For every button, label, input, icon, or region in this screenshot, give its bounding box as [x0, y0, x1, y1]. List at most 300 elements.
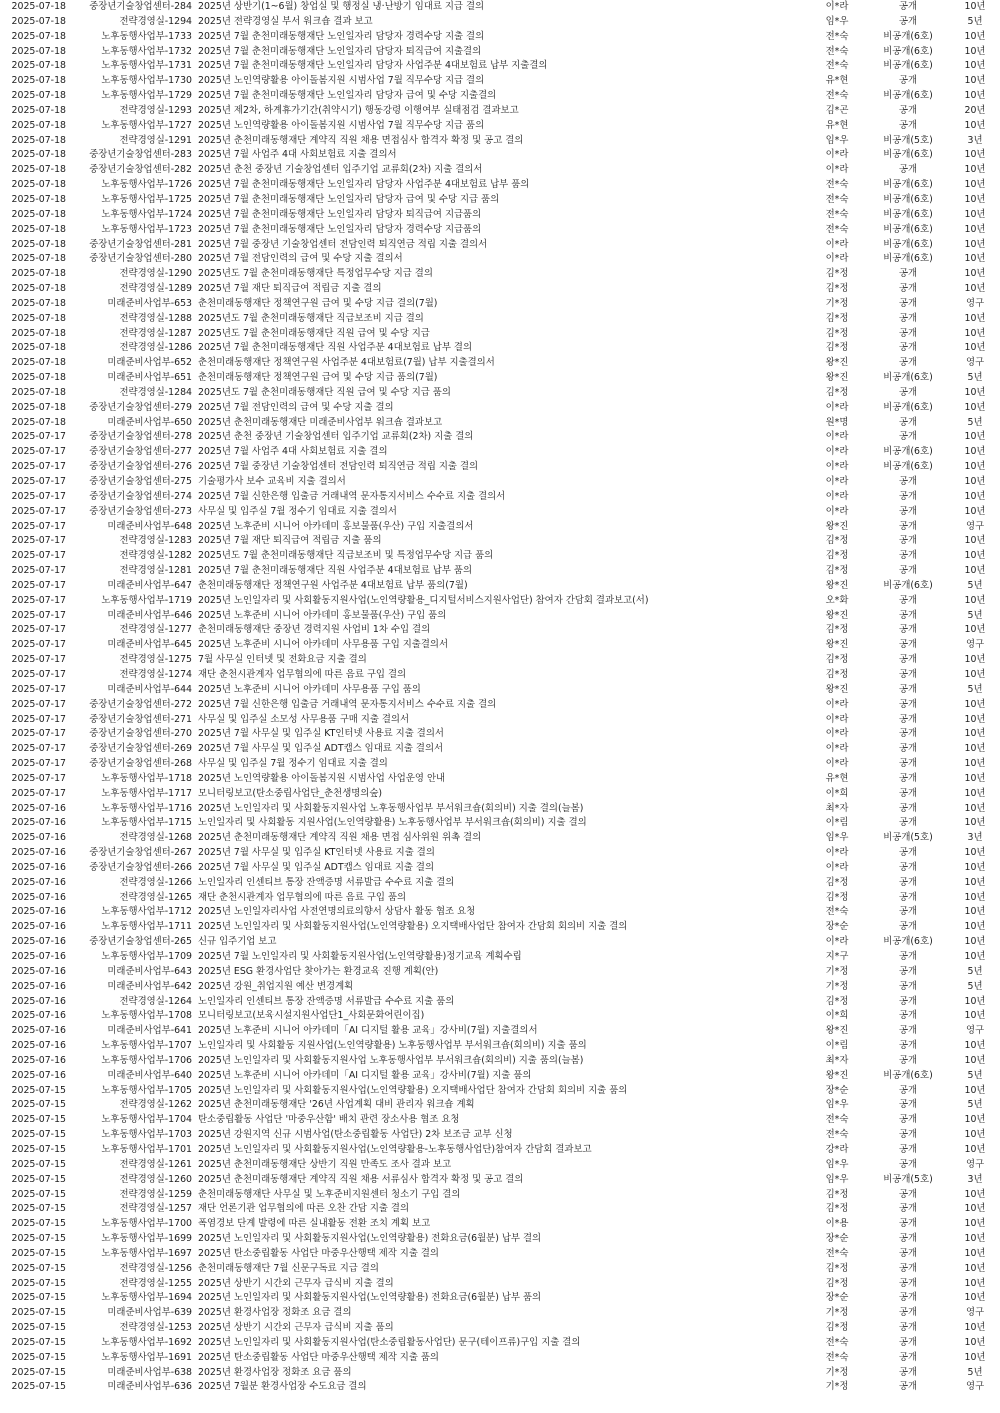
author-cell: 임*우: [825, 134, 849, 146]
title-cell: 2025년 7월 춘천미래동행재단 직원 사업주분 4대보험료 납부 품의: [198, 565, 473, 577]
doc-number-cell: 미래준비사업부-653: [107, 297, 192, 309]
date-cell: 2025-07-16: [11, 965, 66, 977]
disclosure-cell: 공개: [898, 312, 918, 324]
table-row[interactable]: [0, 638, 1000, 653]
table-row[interactable]: [0, 401, 1000, 416]
table-row[interactable]: [0, 505, 1000, 520]
author-cell: 왕*진: [825, 609, 849, 621]
retention-cell: 10년: [964, 164, 986, 176]
author-cell: 장*순: [825, 1084, 849, 1096]
retention-cell: 영구: [965, 1307, 985, 1319]
table-row[interactable]: [0, 460, 1000, 475]
date-cell: 2025-07-15: [11, 1307, 66, 1319]
author-cell: 김*정: [825, 342, 849, 354]
disclosure-cell: 비공개(6호): [883, 253, 933, 265]
table-row[interactable]: [0, 238, 1000, 253]
title-cell: 노인일자리 및 사회활동 지원사업(노인역량활용) 노후동행사업부 부서워크숍(회의비) 지출 결의: [198, 817, 587, 829]
doc-number-cell: 중장년기술창업센터-280: [89, 253, 192, 265]
disclosure-cell: 비공개(6호): [883, 193, 933, 205]
table-row[interactable]: [0, 430, 1000, 445]
title-cell: 2025년 환경사업장 정화조 요금 결의: [198, 1307, 352, 1319]
date-cell: 2025-07-16: [11, 1054, 66, 1066]
retention-cell: 10년: [964, 951, 986, 962]
table-row[interactable]: [0, 772, 1000, 787]
author-cell: 이*라: [825, 446, 849, 458]
doc-number-cell: 노후동행사업부-1699: [101, 1233, 192, 1245]
table-row[interactable]: [0, 920, 1000, 935]
title-cell: 춘천미래동행재단 정책연구원 급여 및 수당 지급 결의(7월): [198, 297, 438, 309]
author-cell: 전*숙: [825, 30, 849, 42]
author-cell: 왕*진: [825, 1069, 849, 1081]
table-row[interactable]: [0, 267, 1000, 282]
date-cell: 2025-07-16: [11, 802, 66, 814]
doc-number-cell: 전략경영실-1287: [119, 327, 192, 339]
date-cell: 2025-07-18: [11, 193, 66, 205]
table-row[interactable]: [0, 119, 1000, 134]
title-cell: 노인일자리 및 사회활동 지원사업(노인역량활용) 노후동행사업부 부서워크숍(회의비) 지출 품의: [198, 1040, 587, 1052]
retention-cell: 영구: [965, 297, 985, 309]
disclosure-cell: 공개: [898, 802, 918, 814]
table-row[interactable]: [0, 1143, 1000, 1158]
disclosure-cell: 비공개(6호): [883, 238, 933, 250]
table-row[interactable]: [0, 371, 1000, 386]
title-cell: 2025년 노인일자리 및 사회활동지원사업(노인역량활용) 오지택배사업단 참여자 간담회 회의비 지출 품의: [198, 1084, 628, 1096]
date-cell: 2025-07-15: [11, 1099, 66, 1111]
table-row[interactable]: [0, 683, 1000, 698]
table-row[interactable]: [0, 45, 1000, 60]
date-cell: 2025-07-15: [11, 1247, 66, 1259]
author-cell: 김*정: [825, 654, 849, 666]
title-cell: 노인일자리 인센티브 통장 잔액증명 서류발급 수수료 지출 품의: [198, 995, 455, 1007]
disclosure-cell: 공개: [898, 1218, 918, 1230]
date-cell: 2025-07-17: [11, 668, 66, 680]
doc-number-cell: 전략경영실-1264: [119, 995, 192, 1007]
table-row[interactable]: [0, 1232, 1000, 1247]
date-cell: 2025-07-17: [11, 609, 66, 621]
disclosure-cell: 공개: [898, 1084, 918, 1096]
table-row[interactable]: [0, 1098, 1000, 1113]
table-row[interactable]: [0, 341, 1000, 356]
table-row[interactable]: [0, 802, 1000, 817]
table-row[interactable]: [0, 312, 1000, 327]
disclosure-cell: 비공개(6호): [883, 579, 933, 591]
table-row[interactable]: [0, 1024, 1000, 1039]
table-row[interactable]: [0, 282, 1000, 297]
title-cell: 2025년 제2차, 하계휴가기간(취약시기) 행동강령 이행여부 실태점검 결과보고: [198, 104, 519, 116]
title-cell: 기술평가사 보수 교육비 지출 결의서: [198, 476, 346, 487]
author-cell: 이*라: [825, 743, 849, 755]
table-row[interactable]: [0, 1277, 1000, 1292]
retention-cell: 10년: [964, 401, 986, 413]
retention-cell: 영구: [965, 357, 985, 369]
date-cell: 2025-07-15: [11, 1158, 66, 1170]
doc-number-cell: 중장년기술창업센터-273: [89, 505, 192, 517]
author-cell: 김*정: [825, 327, 849, 339]
retention-cell: 10년: [964, 876, 986, 888]
disclosure-cell: 비공개(5호): [883, 134, 933, 146]
retention-cell: 10년: [964, 1188, 986, 1200]
title-cell: 2025년 노인일자리 및 사회활동지원사업(노인역량활용-노후동행사업단)참여자 간담회 결과보고: [198, 1143, 592, 1155]
date-cell: 2025-07-17: [11, 758, 66, 770]
date-cell: 2025-07-15: [11, 1188, 66, 1200]
title-cell: 2025년 7월 신한은행 입출금 거래내역 문자통지서비스 수수료 지출 결의: [198, 698, 497, 710]
doc-number-cell: 전략경영실-1284: [119, 386, 192, 398]
title-cell: 2025년 노인역량활용 아이돌봄지원 시범사업 사업운영 안내: [198, 772, 446, 784]
table-row[interactable]: [0, 876, 1000, 891]
table-row[interactable]: [0, 564, 1000, 579]
table-row[interactable]: [0, 668, 1000, 683]
retention-cell: 10년: [964, 1054, 986, 1066]
date-cell: 2025-07-18: [11, 208, 66, 220]
table-row[interactable]: [0, 861, 1000, 876]
doc-number-cell: 중장년기술창업센터-268: [89, 758, 192, 770]
doc-number-cell: 전략경영실-1290: [119, 268, 192, 280]
title-cell: 2025년 상반기 시간외 근무자 급식비 지출 품의: [198, 1322, 394, 1334]
doc-number-cell: 전략경영실-1293: [119, 104, 192, 116]
table-row[interactable]: [0, 386, 1000, 401]
table-row[interactable]: [0, 520, 1000, 535]
table-row[interactable]: [0, 163, 1000, 178]
table-row[interactable]: [0, 713, 1000, 728]
retention-cell: 10년: [964, 565, 986, 577]
author-cell: 강*라: [825, 1143, 849, 1155]
disclosure-cell: 공개: [898, 1, 918, 12]
retention-cell: 영구: [965, 639, 985, 651]
table-row[interactable]: [0, 1113, 1000, 1128]
author-cell: 최*자: [825, 1054, 849, 1066]
doc-number-cell: 전략경영실-1256: [119, 1262, 192, 1274]
disclosure-cell: 비공개(5호): [883, 1173, 933, 1185]
table-row[interactable]: [0, 1069, 1000, 1084]
table-row[interactable]: [0, 1262, 1000, 1277]
doc-number-cell: 노후동행사업부-1725: [101, 193, 192, 205]
doc-number-cell: 미래준비사업부-641: [107, 1025, 192, 1037]
author-cell: 이*라: [825, 431, 849, 443]
disclosure-cell: 공개: [898, 728, 918, 740]
doc-number-cell: 노후동행사업부-1729: [101, 90, 192, 102]
table-row[interactable]: [0, 742, 1000, 757]
doc-number-cell: 미래준비사업부-647: [107, 579, 192, 591]
title-cell: 2025년 노후준비 시니어 아카데미 홍보물품(우산) 구입 품의: [198, 609, 447, 621]
disclosure-cell: 공개: [898, 1054, 918, 1066]
disclosure-cell: 공개: [898, 1307, 918, 1319]
disclosure-cell: 비공개(6호): [883, 461, 933, 473]
table-row[interactable]: [0, 1202, 1000, 1217]
table-row[interactable]: [0, 698, 1000, 713]
author-cell: 전*숙: [825, 1129, 849, 1141]
date-cell: 2025-07-16: [11, 1040, 66, 1052]
disclosure-cell: 공개: [898, 327, 918, 339]
disclosure-cell: 공개: [898, 550, 918, 562]
title-cell: 2025년도 7월 춘천미래동행재단 특정업무수당 지급 결의: [198, 268, 433, 280]
author-cell: 김*정: [825, 1322, 849, 1334]
title-cell: 2025년 상반기(1~6월) 창업실 및 행정실 냉·난방기 임대료 지급 결의: [198, 1, 485, 12]
disclosure-cell: 공개: [898, 743, 918, 755]
table-row[interactable]: [0, 609, 1000, 624]
table-row[interactable]: [0, 297, 1000, 312]
retention-cell: 10년: [964, 1084, 986, 1096]
table-row[interactable]: [0, 1306, 1000, 1321]
disclosure-cell: 공개: [898, 698, 918, 710]
author-cell: 기*정: [825, 1381, 849, 1393]
table-row[interactable]: [0, 134, 1000, 149]
doc-number-cell: 중장년기술창업센터-284: [89, 1, 192, 12]
table-row[interactable]: [0, 74, 1000, 89]
author-cell: 김*정: [825, 535, 849, 547]
table-row[interactable]: [0, 356, 1000, 371]
table-row[interactable]: [0, 816, 1000, 831]
date-cell: 2025-07-16: [11, 906, 66, 918]
table-row[interactable]: [0, 831, 1000, 846]
table-row[interactable]: [0, 148, 1000, 163]
title-cell: 춘천미래동행재단 7월 신문구독료 지급 결의: [198, 1262, 379, 1274]
retention-cell: 10년: [964, 1262, 986, 1274]
retention-cell: 10년: [964, 1322, 986, 1334]
disclosure-cell: 공개: [898, 1292, 918, 1304]
author-cell: 이*라: [825, 713, 849, 725]
table-row[interactable]: [0, 15, 1000, 30]
retention-cell: 10년: [964, 787, 986, 799]
table-row[interactable]: [0, 1291, 1000, 1306]
doc-number-cell: 전략경영실-1288: [119, 312, 192, 324]
date-cell: 2025-07-16: [11, 1010, 66, 1022]
disclosure-cell: 공개: [898, 1188, 918, 1200]
retention-cell: 10년: [964, 728, 986, 740]
title-cell: 2025년도 7월 춘천미래동행재단 직급보조비 지급 결의: [198, 312, 424, 324]
retention-cell: 10년: [964, 1010, 986, 1022]
table-row[interactable]: [0, 1054, 1000, 1069]
retention-cell: 10년: [964, 668, 986, 680]
doc-number-cell: 중장년기술창업센터-276: [89, 461, 192, 473]
disclosure-cell: 공개: [898, 891, 918, 903]
date-cell: 2025-07-18: [11, 297, 66, 309]
retention-cell: 10년: [964, 1233, 986, 1245]
date-cell: 2025-07-16: [11, 980, 66, 992]
table-row[interactable]: [0, 1217, 1000, 1232]
date-cell: 2025-07-15: [11, 1262, 66, 1274]
date-cell: 2025-07-17: [11, 520, 66, 532]
table-row[interactable]: [0, 1366, 1000, 1381]
date-cell: 2025-07-15: [11, 1292, 66, 1304]
table-row[interactable]: [0, 1336, 1000, 1351]
date-cell: 2025-07-18: [11, 253, 66, 265]
disclosure-cell: 비공개(6호): [883, 30, 933, 42]
author-cell: 이*라: [825, 476, 849, 487]
retention-cell: 영구: [965, 1025, 985, 1037]
title-cell: 2025년 탄소중립활동 사업단 마중우산행택 제작 지출 결의: [198, 1247, 439, 1259]
date-cell: 2025-07-18: [11, 15, 66, 27]
table-row[interactable]: [0, 935, 1000, 950]
table-row[interactable]: [0, 995, 1000, 1010]
title-cell: 재단 춘천시관계자 업무협의에 따른 음료 구입 결의: [198, 668, 407, 680]
author-cell: 이*라: [825, 401, 849, 413]
doc-number-cell: 중장년기술창업센터-272: [89, 698, 192, 710]
table-row[interactable]: [0, 549, 1000, 564]
author-cell: 김*정: [825, 550, 849, 562]
table-row[interactable]: [0, 1321, 1000, 1336]
table-row[interactable]: [0, 846, 1000, 861]
table-row[interactable]: [0, 475, 1000, 490]
retention-cell: 10년: [964, 535, 986, 547]
table-row[interactable]: [0, 89, 1000, 104]
table-row[interactable]: [0, 30, 1000, 45]
table-row[interactable]: [0, 1128, 1000, 1143]
title-cell: 2025년 7월 사무실 및 입주실 KT인터넷 사용료 지출 결의서: [198, 728, 444, 740]
title-cell: 2025년 7월 춘천미래동행재단 노인일자리 담당자 급여 및 수당 지급 품의: [198, 193, 500, 205]
disclosure-cell: 비공개(6호): [883, 401, 933, 413]
retention-cell: 10년: [964, 490, 986, 502]
retention-cell: 10년: [964, 312, 986, 324]
title-cell: 춘천미래동행재단 정책연구원 사업주분 4대보험료(7월) 납부 지출결의서: [198, 357, 495, 369]
doc-number-cell: 전략경영실-1289: [119, 283, 192, 295]
table-row[interactable]: [0, 905, 1000, 920]
disclosure-cell: 공개: [898, 995, 918, 1007]
table-row[interactable]: [0, 252, 1000, 267]
table-row[interactable]: [0, 623, 1000, 638]
doc-number-cell: 노후동행사업부-1718: [101, 772, 192, 784]
table-row[interactable]: [0, 178, 1000, 193]
table-row[interactable]: [0, 1380, 1000, 1395]
author-cell: 이*림: [825, 817, 849, 829]
author-cell: 왕*진: [825, 357, 849, 369]
doc-number-cell: 미래준비사업부-652: [107, 357, 192, 369]
table-row[interactable]: [0, 1188, 1000, 1203]
table-row[interactable]: [0, 104, 1000, 119]
retention-cell: 10년: [964, 268, 986, 280]
retention-cell: 10년: [964, 743, 986, 755]
table-row[interactable]: [0, 579, 1000, 594]
disclosure-cell: 비공개(6호): [883, 208, 933, 220]
disclosure-cell: 공개: [898, 713, 918, 725]
doc-number-cell: 노후동행사업부-1724: [101, 208, 192, 220]
table-row[interactable]: [0, 1084, 1000, 1099]
doc-number-cell: 미래준비사업부-642: [107, 980, 192, 992]
table-row[interactable]: [0, 1351, 1000, 1366]
disclosure-cell: 비공개(6호): [883, 446, 933, 458]
author-cell: 이*라: [825, 861, 849, 873]
doc-number-cell: 전략경영실-1294: [119, 15, 192, 27]
author-cell: 김*정: [825, 386, 849, 398]
date-cell: 2025-07-18: [11, 372, 66, 384]
title-cell: 2025년 7월 춘천미래동행재단 노인일자리 담당자 사업주분 4대보험료 납부 품의: [198, 179, 530, 191]
table-row[interactable]: [0, 594, 1000, 609]
table-row[interactable]: [0, 950, 1000, 965]
table-row[interactable]: [0, 1173, 1000, 1188]
retention-cell: 영구: [965, 1158, 985, 1170]
author-cell: 전*숙: [825, 60, 849, 72]
retention-cell: 10년: [964, 906, 986, 918]
disclosure-cell: 공개: [898, 342, 918, 354]
table-row[interactable]: [0, 223, 1000, 238]
table-row[interactable]: [0, 965, 1000, 980]
author-cell: 임*우: [825, 1158, 849, 1170]
title-cell: 2025년 노후준비 시니어 아카데미 홍보물품(우산) 구입 지출결의서: [198, 520, 474, 532]
doc-number-cell: 미래준비사업부-636: [107, 1381, 192, 1393]
table-row[interactable]: [0, 787, 1000, 802]
title-cell: 2025년 7월 중장년 기술창업센터 전담인력 퇴직연금 적립 지출 결의서: [198, 238, 488, 250]
date-cell: 2025-07-18: [11, 342, 66, 354]
disclosure-cell: 비공개(6호): [883, 45, 933, 57]
author-cell: 이*라: [825, 461, 849, 473]
table-row[interactable]: [0, 445, 1000, 460]
author-cell: 전*숙: [825, 1351, 849, 1363]
author-cell: 이*라: [825, 758, 849, 770]
table-row[interactable]: [0, 534, 1000, 549]
disclosure-cell: 공개: [898, 668, 918, 680]
table-row[interactable]: [0, 1009, 1000, 1024]
author-cell: 이*라: [825, 698, 849, 710]
disclosure-cell: 공개: [898, 535, 918, 547]
disclosure-cell: 공개: [898, 654, 918, 666]
doc-number-cell: 노후동행사업부-1733: [101, 30, 192, 42]
disclosure-cell: 공개: [898, 431, 918, 443]
author-cell: 기*정: [825, 1307, 849, 1319]
retention-cell: 10년: [964, 1040, 986, 1052]
author-cell: 이*희: [825, 787, 849, 799]
title-cell: 2025년 상반기 시간외 근무자 급식비 지출 결의: [198, 1277, 394, 1289]
date-cell: 2025-07-18: [11, 283, 66, 295]
title-cell: 2025년 7월 노인일자리 및 사회활동지원사업(노인역량활용)정기교육 계획수립: [198, 951, 522, 962]
doc-number-cell: 중장년기술창업센터-274: [89, 490, 192, 502]
table-row[interactable]: [0, 727, 1000, 742]
title-cell: 재단 춘천시관계자 업무협의에 따른 음료 구입 품의: [198, 891, 407, 903]
retention-cell: 10년: [964, 238, 986, 250]
table-row[interactable]: [0, 208, 1000, 223]
retention-cell: 3년: [967, 134, 983, 146]
table-row[interactable]: [0, 0, 1000, 15]
disclosure-cell: 비공개(6호): [883, 223, 933, 235]
title-cell: 2025년 춘천미래동행재단 미래준비사업부 워크숍 결과보고: [198, 416, 443, 428]
disclosure-cell: 공개: [898, 1129, 918, 1141]
doc-number-cell: 노후동행사업부-1712: [101, 906, 192, 918]
table-row[interactable]: [0, 891, 1000, 906]
table-row[interactable]: [0, 490, 1000, 505]
author-cell: 김*정: [825, 876, 849, 888]
table-row[interactable]: [0, 1158, 1000, 1173]
title-cell: 2025년 7월 재단 퇴직급여 적립금 지출 품의: [198, 535, 382, 547]
table-row[interactable]: [0, 980, 1000, 995]
title-cell: 2025년 춘천미래동행재단 상반기 직원 만족도 조사 결과 보고: [198, 1158, 452, 1170]
table-row[interactable]: [0, 1039, 1000, 1054]
table-row[interactable]: [0, 653, 1000, 668]
title-cell: 2025년 노후준비 시니어 아카데미「AI 디지털 활용 교육」강사비(7월) 지출결의서: [198, 1025, 538, 1037]
title-cell: 춘천미래동행재단 중장년 경력지원 사업비 1차 수입 결의: [198, 624, 431, 636]
doc-number-cell: 노후동행사업부-1697: [101, 1247, 192, 1259]
table-row[interactable]: [0, 1247, 1000, 1262]
date-cell: 2025-07-16: [11, 861, 66, 873]
author-cell: 기*정: [825, 297, 849, 309]
table-row[interactable]: [0, 416, 1000, 431]
table-row[interactable]: [0, 327, 1000, 342]
author-cell: 이*라: [825, 1, 849, 12]
author-cell: 김*정: [825, 283, 849, 295]
title-cell: 2025년 ESG 환경사업단 찾아가는 환경교육 진행 계획(안): [198, 965, 439, 977]
doc-number-cell: 노후동행사업부-1705: [101, 1084, 192, 1096]
doc-number-cell: 전략경영실-1265: [119, 891, 192, 903]
retention-cell: 10년: [964, 995, 986, 1007]
author-cell: 최*자: [825, 802, 849, 814]
table-row[interactable]: [0, 59, 1000, 74]
title-cell: 2025년 7월 춘천미래동행재단 노인일자리 담당자 퇴직급여 지출결의: [198, 45, 482, 57]
retention-cell: 10년: [964, 461, 986, 473]
date-cell: 2025-07-16: [11, 1025, 66, 1037]
table-row[interactable]: [0, 757, 1000, 772]
retention-cell: 5년: [967, 1069, 983, 1081]
title-cell: 2025년 7월 춘천미래동행재단 노인일자리 담당자 퇴직급여 지급품의: [198, 208, 482, 220]
date-cell: 2025-07-16: [11, 876, 66, 888]
doc-number-cell: 미래준비사업부-651: [107, 372, 192, 384]
table-row[interactable]: [0, 193, 1000, 208]
